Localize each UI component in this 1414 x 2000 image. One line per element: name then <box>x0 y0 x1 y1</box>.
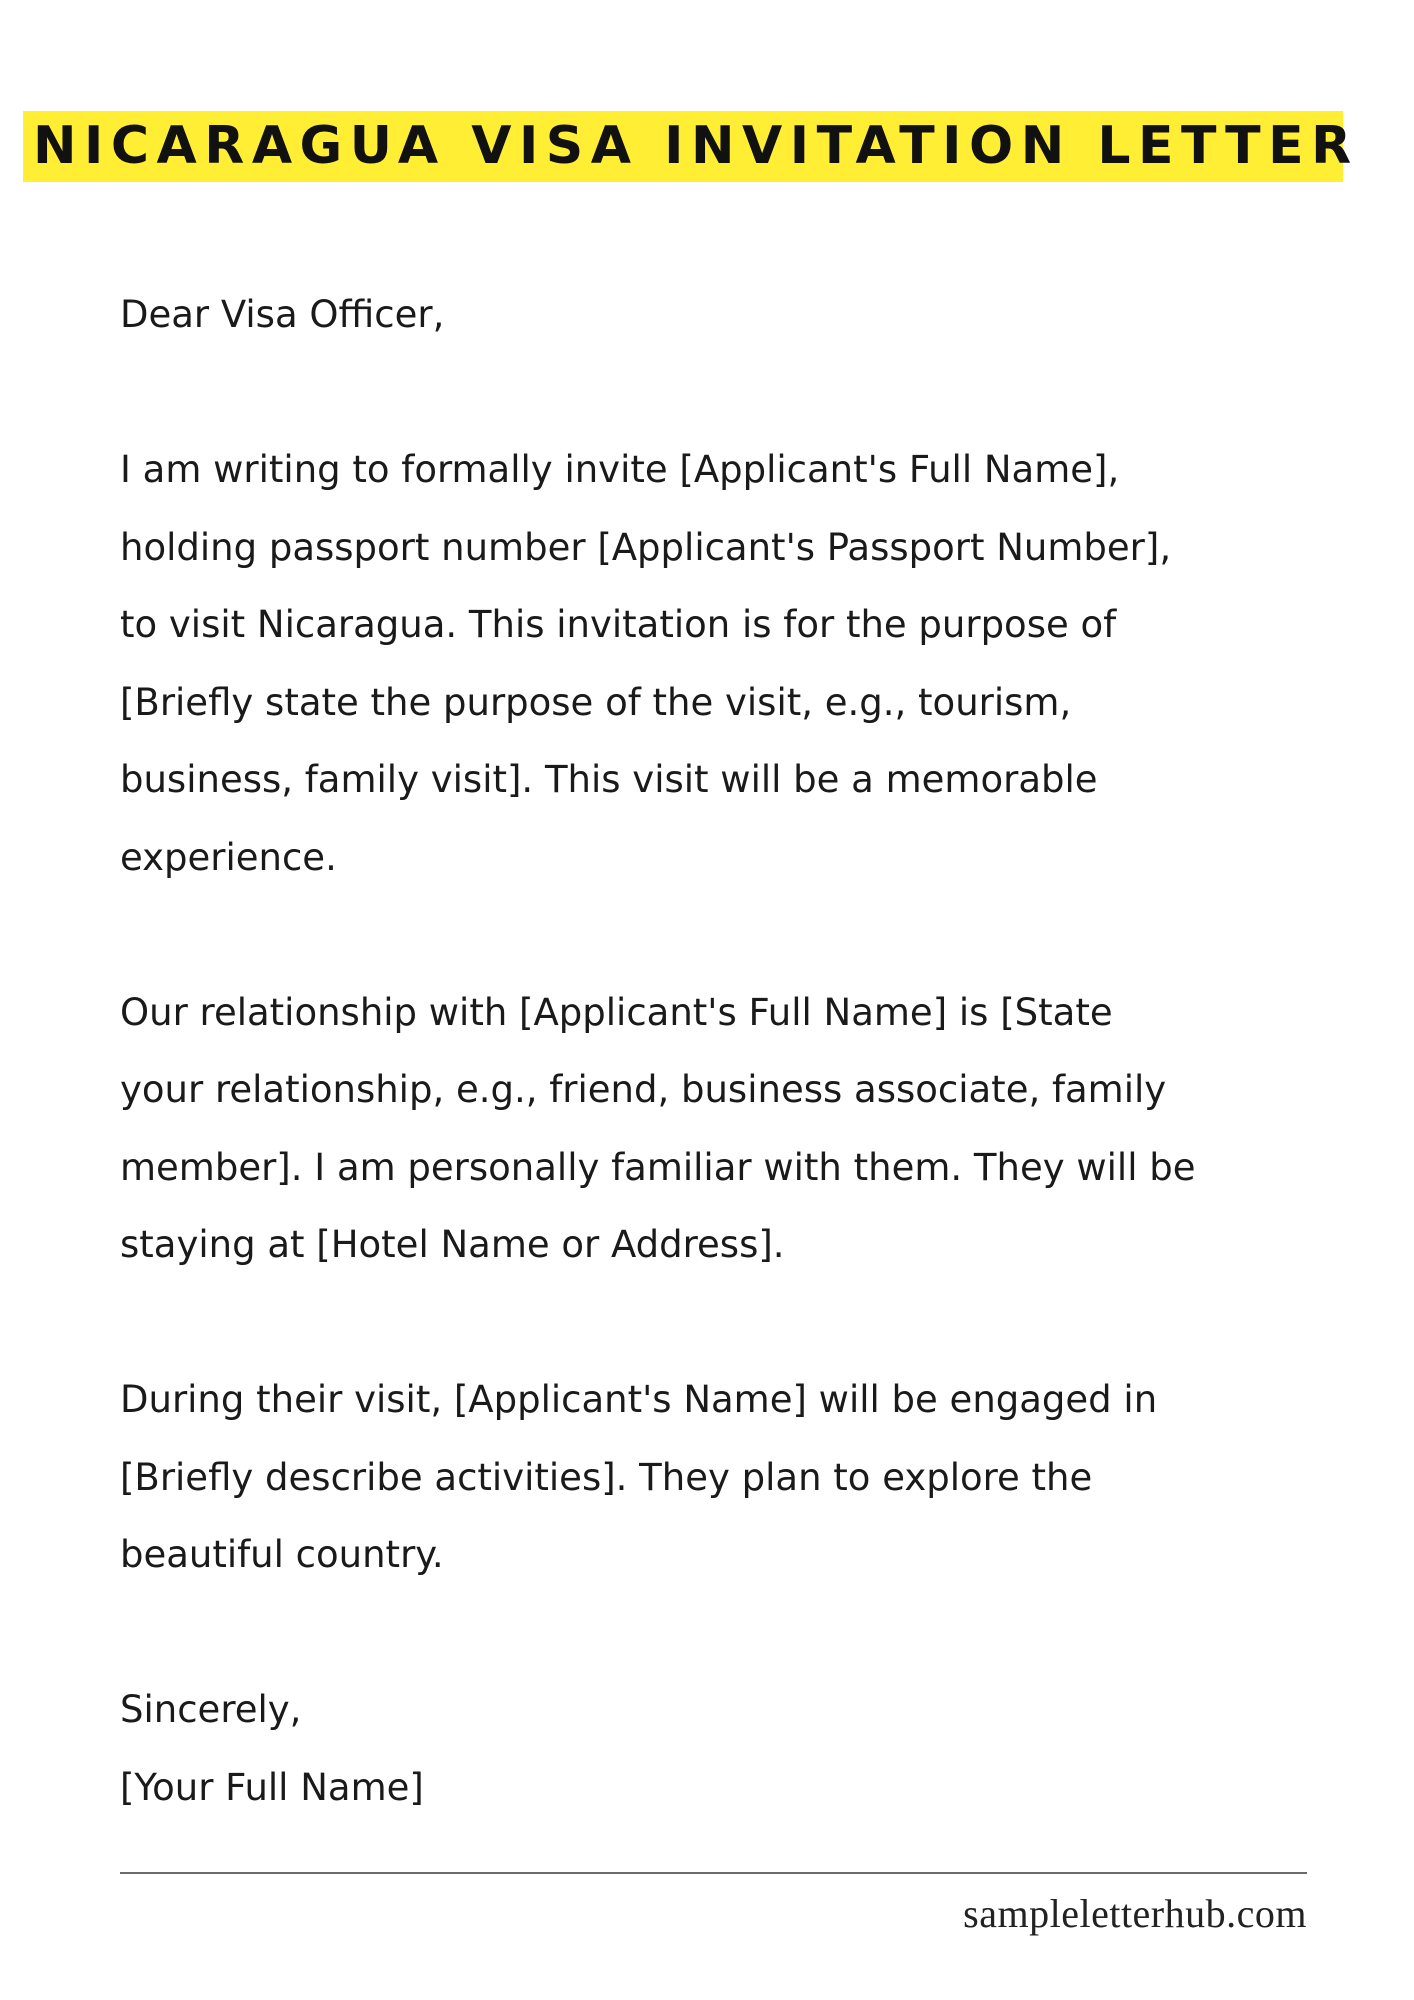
paragraph-activities <box>120 1361 1360 1594</box>
paragraph-line: experience. <box>120 835 337 879</box>
closing-block <box>120 1671 1360 1826</box>
paragraph-line: [Briefly describe activities]. They plan to explore the <box>120 1455 1093 1499</box>
footer-divider <box>120 1872 1307 1874</box>
signature-name: [Your Full Name] <box>120 1765 424 1809</box>
paragraph-line: holding passport number [Applicant's Passport Number], <box>120 525 1172 569</box>
paragraph-relationship <box>120 974 1360 1284</box>
paragraph-line: Our relationship with [Applicant's Full Name] is [State <box>120 990 1113 1034</box>
valediction: Sincerely, <box>120 1688 302 1731</box>
salutation: Dear Visa Officer, <box>120 293 445 336</box>
paragraph-line: I am writing to formally invite [Applicant's Full Name], <box>120 448 1120 491</box>
paragraph-invitation <box>120 431 1360 896</box>
paragraph-line: member]. I am personally familiar with them. They will be <box>120 1145 1196 1189</box>
paragraph-line: business, family visit]. This visit will be a memorable <box>120 758 1098 801</box>
letter-body <box>120 276 1360 1826</box>
letter-title: NICARAGUA VISA INVITATION LETTER <box>33 116 1359 176</box>
paragraph-line: staying at [Hotel Name or Address]. <box>120 1223 785 1266</box>
paragraph-line: to visit Nicaragua. This invitation is for the purpose of <box>120 603 1117 646</box>
footer-website: sampleletterhub.com <box>963 1891 1307 1936</box>
paragraph-line: your relationship, e.g., friend, business associate, family <box>120 1068 1167 1111</box>
paragraph-line: [Briefly state the purpose of the visit, e.g., tourism, <box>120 680 1072 724</box>
paragraph-line: beautiful country. <box>120 1533 444 1576</box>
paragraph-line: During their visit, [Applicant's Name] will be engaged in <box>120 1378 1158 1421</box>
